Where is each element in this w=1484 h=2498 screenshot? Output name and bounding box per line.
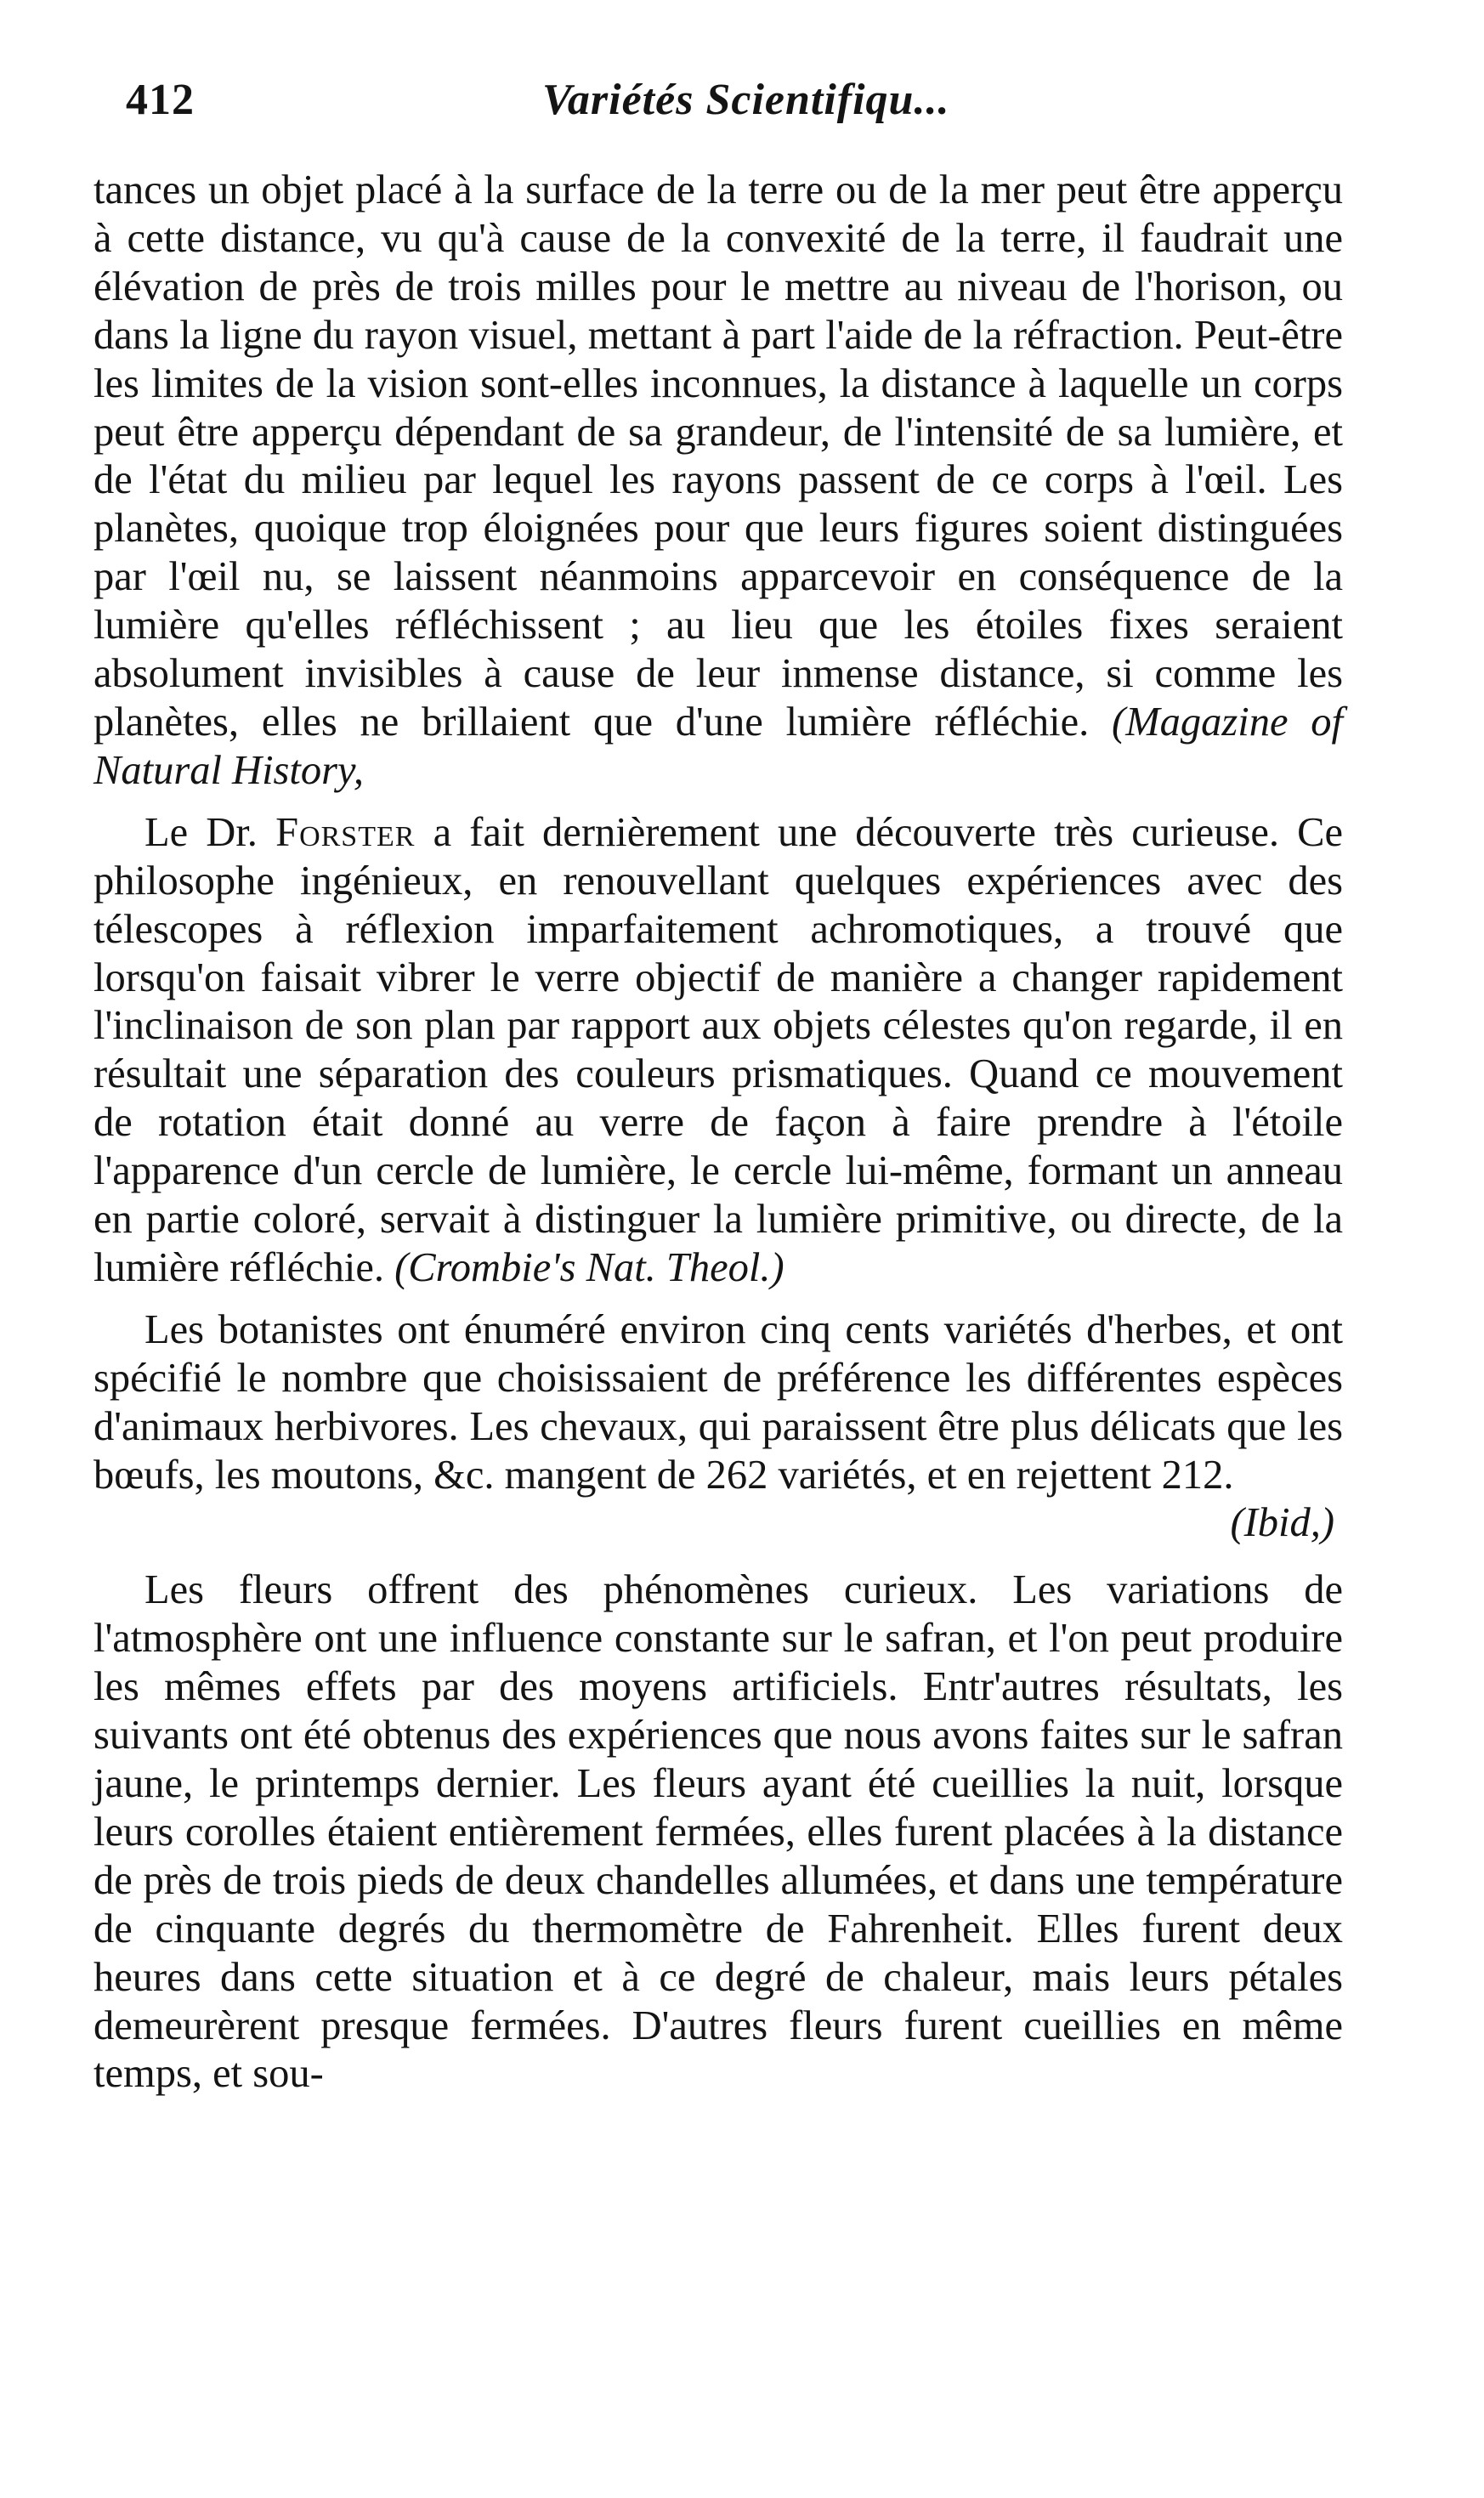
paragraph-lead: Le Dr.: [144, 809, 258, 855]
paragraph-text: Les botanistes ont énuméré environ cinq cents variétés d'herbes, et ont spécifié le nombre que choisissaient de préférence les différentes espèces d'animaux herbivores. Les chevaux, qui paraissent être plus délicats que les bœufs, les moutons, &c. mangent de 262 variétés, et en rejettent 212.: [93, 1306, 1343, 1498]
paragraph-text: a fait dernièrement une découverte très curieuse. Ce philosophe ingénieux, en renouvellant quelques expériences avec des télescopes à réflexion imparfaitement achromotiques, a trouvé que lorsqu'on faisait vibrer le verre objectif de manière a changer rapidement l'inclinaison de son plan par rapport aux objets célestes qu'on regarde, il en résultait une séparation des couleurs prismatiques. Quand ce mouvement de rotation était donné au verre de façon à faire prendre à l'étoile l'apparence d'un cercle de lumière, le cercle lui-même, formant un anneau en partie coloré, servait à distinguer la lumière primitive, ou directe, de la lumière réfléchie.: [93, 809, 1344, 1290]
source-citation: (Magazine of Natural History,: [93, 699, 1343, 793]
page-header: [126, 75, 1350, 143]
paragraph-flowers: [93, 1566, 1343, 2099]
paragraph-text: Les fleurs offrent des phénomènes curieux. Les variations de l'atmosphère ont une influence constante sur le safran, et l'on peut produire les mêmes effets par des moyens artificiels. Entr'autres résultats, les suivants ont été obtenus des expériences que nous avons faites sur le safran jaune, le printemps dernier. Les fleurs ayant été cueillies la nuit, lorsque leurs corolles étaient entièrement fermées, elles furent placées à la distance de près de trois pieds de deux chandelles allumées, et dans une température de cinquante degrés du thermomètre de Fahrenheit. Elles furent deux heures dans cette situation et à ce degré de chaleur, mais leurs pétales demeurèrent presque fermées. D'autres fleurs furent cueillies en même temps, et sou-: [93, 1567, 1343, 2097]
paragraph-text: tances un objet placé à la surface de la terre ou de la mer peut être apperçu à cette distance, vu qu'à cause de la convexité de la terre, il faudrait une élévation de près de trois milles pour le mettre au niveau de l'horison, ou dans la ligne du rayon visuel, mettant à part l'aide de la réfraction. Peut-être les limites de la vision sont-elles inconnues, la distance à laquelle un corps peut être apperçu dépendant de sa grandeur, de l'intensité de sa lumière, et de l'état du milieu par lequel les rayons passent de ce corps à l'œil. Les planètes, quoique trop éloignées pour que leurs figures soient distinguées par l'œil nu, se laissent néanmoins apparcevoir en conséquence de la lumière qu'elles réfléchissent ; au lieu que les étoiles fixes seraient absolument invisibles à cause de leur inmense distance, si comme les planètes, elles ne brillaient que d'une lumière réfléchie.: [93, 167, 1343, 745]
running-head: Variétés Scientifiqu...: [542, 76, 950, 124]
source-citation: (Ibid,): [1230, 1500, 1334, 1546]
source-citation: (Crombie's Nat. Theol.): [394, 1244, 784, 1290]
paragraph-vision-limits: [93, 167, 1343, 796]
paragraph-botanists: [93, 1306, 1343, 1500]
text-body: [93, 167, 1343, 2099]
page-number: 412: [126, 76, 195, 124]
paragraph-forster-discovery: [93, 809, 1343, 1293]
person-name: Forster: [275, 809, 416, 855]
